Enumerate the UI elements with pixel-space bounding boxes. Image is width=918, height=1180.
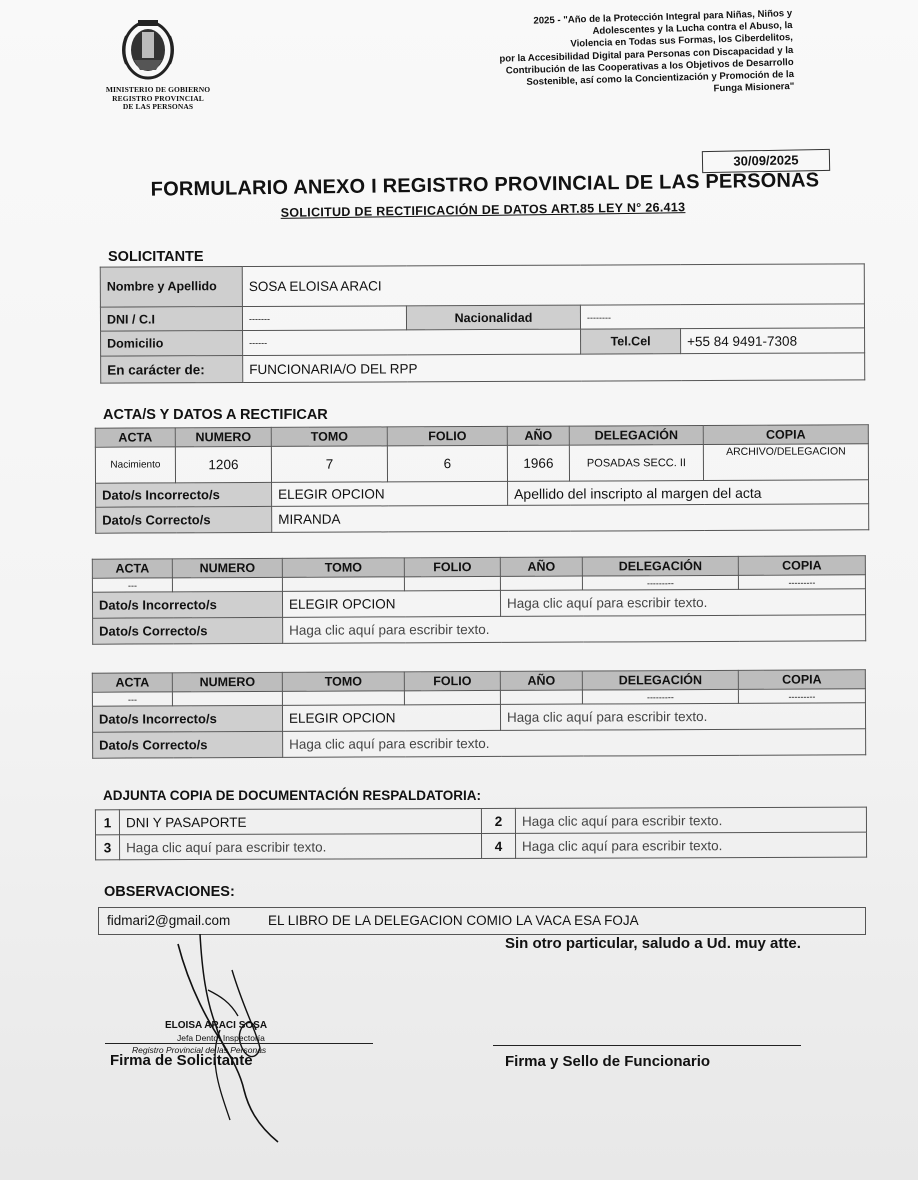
ministry-line: REGISTRO PROVINCIAL [112, 93, 204, 103]
tel-label: Tel.Cel [581, 329, 681, 354]
stamp-org: Registro Provincial de las Personas [132, 1045, 267, 1055]
col-copia: COPIA [738, 556, 865, 576]
observaciones-email: fidmari2@gmail.com [107, 913, 231, 928]
col-delegacion: DELEGACIÓN [582, 556, 738, 576]
col-numero: NUMERO [172, 672, 282, 691]
firma-solicitante-label: Firma de Solicitante [110, 1052, 253, 1069]
delegacion-field[interactable]: --------- [582, 575, 738, 590]
col-acta: ACTA [92, 559, 172, 578]
col-copia: COPIA [738, 670, 865, 690]
caracter-field[interactable]: FUNCIONARIA/O DEL RPP [243, 353, 865, 383]
col-folio: FOLIO [404, 671, 500, 690]
col-folio: FOLIO [404, 557, 500, 576]
adjunta-field[interactable]: DNI Y PASAPORTE [119, 808, 481, 834]
adjunta-field[interactable]: Haga clic aquí para escribir texto. [515, 807, 866, 833]
col-delegacion: DELEGACIÓN [582, 670, 738, 690]
col-tomo: TOMO [282, 672, 404, 692]
signature-line-right [493, 1045, 801, 1046]
folio-field[interactable] [404, 690, 500, 704]
closing-text: Sin otro particular, saludo a Ud. muy atte. [505, 935, 801, 952]
tomo-field[interactable] [282, 577, 404, 592]
adjunta-number: 2 [481, 808, 515, 833]
col-acta: ACTA [95, 428, 175, 447]
incorrect-label: Dato/s Incorrecto/s [92, 591, 282, 618]
acta-type-field[interactable]: --- [92, 578, 172, 592]
date-box: 30/09/2025 [702, 149, 830, 173]
col-copia: COPIA [703, 425, 868, 445]
adjunta-number: 3 [96, 835, 120, 860]
delegacion-field[interactable]: POSADAS SECC. II [569, 445, 703, 482]
adjunta-heading: ADJUNTA COPIA DE DOCUMENTACIÓN RESPALDATORIA: [103, 788, 481, 803]
caracter-label: En carácter de: [101, 356, 243, 384]
col-anio: AÑO [500, 557, 582, 576]
actas-heading: ACTA/S Y DATOS A RECTIFICAR [103, 407, 328, 423]
anio-field[interactable] [500, 690, 582, 704]
option-select[interactable]: ELEGIR OPCION [272, 481, 508, 506]
adjunta-field[interactable]: Haga clic aquí para escribir texto. [120, 833, 482, 859]
incorrect-field[interactable]: Haga clic aquí para escribir texto. [500, 589, 865, 617]
copia-field[interactable]: --------- [738, 575, 865, 590]
col-tomo: TOMO [271, 427, 387, 447]
incorrect-field[interactable]: Haga clic aquí para escribir texto. [500, 703, 865, 731]
correct-label: Dato/s Correcto/s [93, 617, 283, 644]
acta-table-1 [95, 424, 869, 533]
acta-block-2 [92, 555, 866, 644]
form-subtitle: SOLICITUD DE RECTIFICACIÓN DE DATOS ART.85 LEY N° 26.413 [280, 200, 686, 220]
correct-field[interactable]: Haga clic aquí para escribir texto. [283, 615, 866, 644]
solicitante-section [100, 263, 866, 383]
ministry-line: DE LAS PERSONAS [122, 102, 194, 111]
adjunta-number: 4 [482, 833, 516, 858]
observaciones-heading: OBSERVACIONES: [104, 884, 235, 900]
domicilio-field[interactable]: ------ [243, 329, 581, 355]
tel-field[interactable]: +55 84 9491-7308 [681, 328, 865, 354]
form-title: FORMULARIO ANEXO I REGISTRO PROVINCIAL DE LAS PERSONAS [150, 169, 820, 201]
folio-field[interactable] [404, 576, 500, 590]
ministry-line: MINISTERIO DE GOBIERNO [105, 85, 211, 94]
correct-label: Dato/s Correcto/s [93, 731, 283, 758]
col-acta: ACTA [92, 673, 172, 692]
acta-type-field[interactable]: Nacimiento [95, 447, 175, 483]
stamp-name: ELOISA ARACI SOSA [165, 1020, 268, 1031]
adjunta-field[interactable]: Haga clic aquí para escribir texto. [515, 832, 866, 858]
col-numero: NUMERO [172, 558, 282, 577]
numero-field[interactable] [172, 577, 282, 591]
nombre-label: Nombre y Apellido [100, 267, 242, 308]
acta-table-3 [92, 669, 866, 758]
tomo-field[interactable]: 7 [271, 446, 387, 483]
dni-field[interactable]: ------- [242, 306, 406, 331]
adjunta-section [95, 807, 867, 861]
ministry-name [88, 86, 228, 112]
solicitante-table [100, 263, 866, 383]
acta-block-3 [92, 669, 866, 758]
adjunta-table [95, 807, 867, 861]
col-delegacion: DELEGACIÓN [569, 426, 703, 446]
dni-label: DNI / C.I [100, 307, 242, 332]
stamp-role: Jefa Dento. Inspectoría [177, 1033, 265, 1043]
signature-line-left [105, 1043, 373, 1044]
firma-funcionario-label: Firma y Sello de Funcionario [505, 1053, 711, 1070]
acta-table-2 [92, 555, 866, 644]
col-tomo: TOMO [282, 558, 404, 578]
coat-of-arms-logo [112, 16, 184, 82]
col-anio: AÑO [500, 671, 582, 690]
col-anio: AÑO [507, 426, 569, 445]
copia-field[interactable]: --------- [738, 689, 865, 704]
option-select[interactable]: ELEGIR OPCION [282, 590, 500, 617]
numero-field[interactable]: 1206 [175, 446, 271, 482]
option-select[interactable]: ELEGIR OPCION [282, 704, 500, 731]
acta-type-field[interactable]: --- [92, 692, 172, 706]
correct-field[interactable]: Haga clic aquí para escribir texto. [283, 729, 866, 758]
observaciones-text: EL LIBRO DE LA DELEGACION COMIO LA VACA ESA FOJA [268, 913, 639, 928]
incorrect-label: Dato/s Incorrecto/s [92, 705, 282, 732]
nacionalidad-field[interactable]: -------- [580, 304, 864, 329]
col-folio: FOLIO [387, 426, 507, 446]
anio-field[interactable]: 1966 [507, 445, 569, 481]
acta-block-1 [95, 424, 869, 533]
domicilio-label: Domicilio [101, 331, 243, 357]
year-motto: 2025 - "Año de la Protección Integral para Niñas, Niños y Adolescentes y la Lucha contra el Abuso, la Violencia en Todas sus Formas, los Ciberdelitos, por la Accesibilidad Digital para Personas con Discapacidad y la Contribución de las Cooperativas a los Objetivos de Desarrollo Sostenible, así como la Concientización y Promoción de la Funga Misionera" [499, 8, 795, 95]
correct-field[interactable]: MIRANDA [272, 504, 869, 533]
solicitante-heading: SOLICITANTE [108, 249, 204, 265]
col-numero: NUMERO [175, 427, 271, 446]
folio-field[interactable]: 6 [387, 445, 507, 482]
correct-label: Dato/s Correcto/s [96, 506, 272, 533]
tomo-field[interactable] [282, 691, 404, 706]
anio-field[interactable] [500, 576, 582, 590]
numero-field[interactable] [172, 691, 282, 705]
nacionalidad-label: Nacionalidad [406, 305, 580, 330]
adjunta-number: 1 [95, 810, 119, 835]
incorrect-field[interactable]: Apellido del inscripto al margen del acta [508, 480, 869, 506]
copia-field[interactable]: ARCHIVO/DELEGACION [703, 444, 868, 481]
delegacion-field[interactable]: --------- [582, 689, 738, 704]
incorrect-label: Dato/s Incorrecto/s [96, 482, 272, 507]
nombre-field[interactable]: SOSA ELOISA ARACI [242, 264, 864, 307]
